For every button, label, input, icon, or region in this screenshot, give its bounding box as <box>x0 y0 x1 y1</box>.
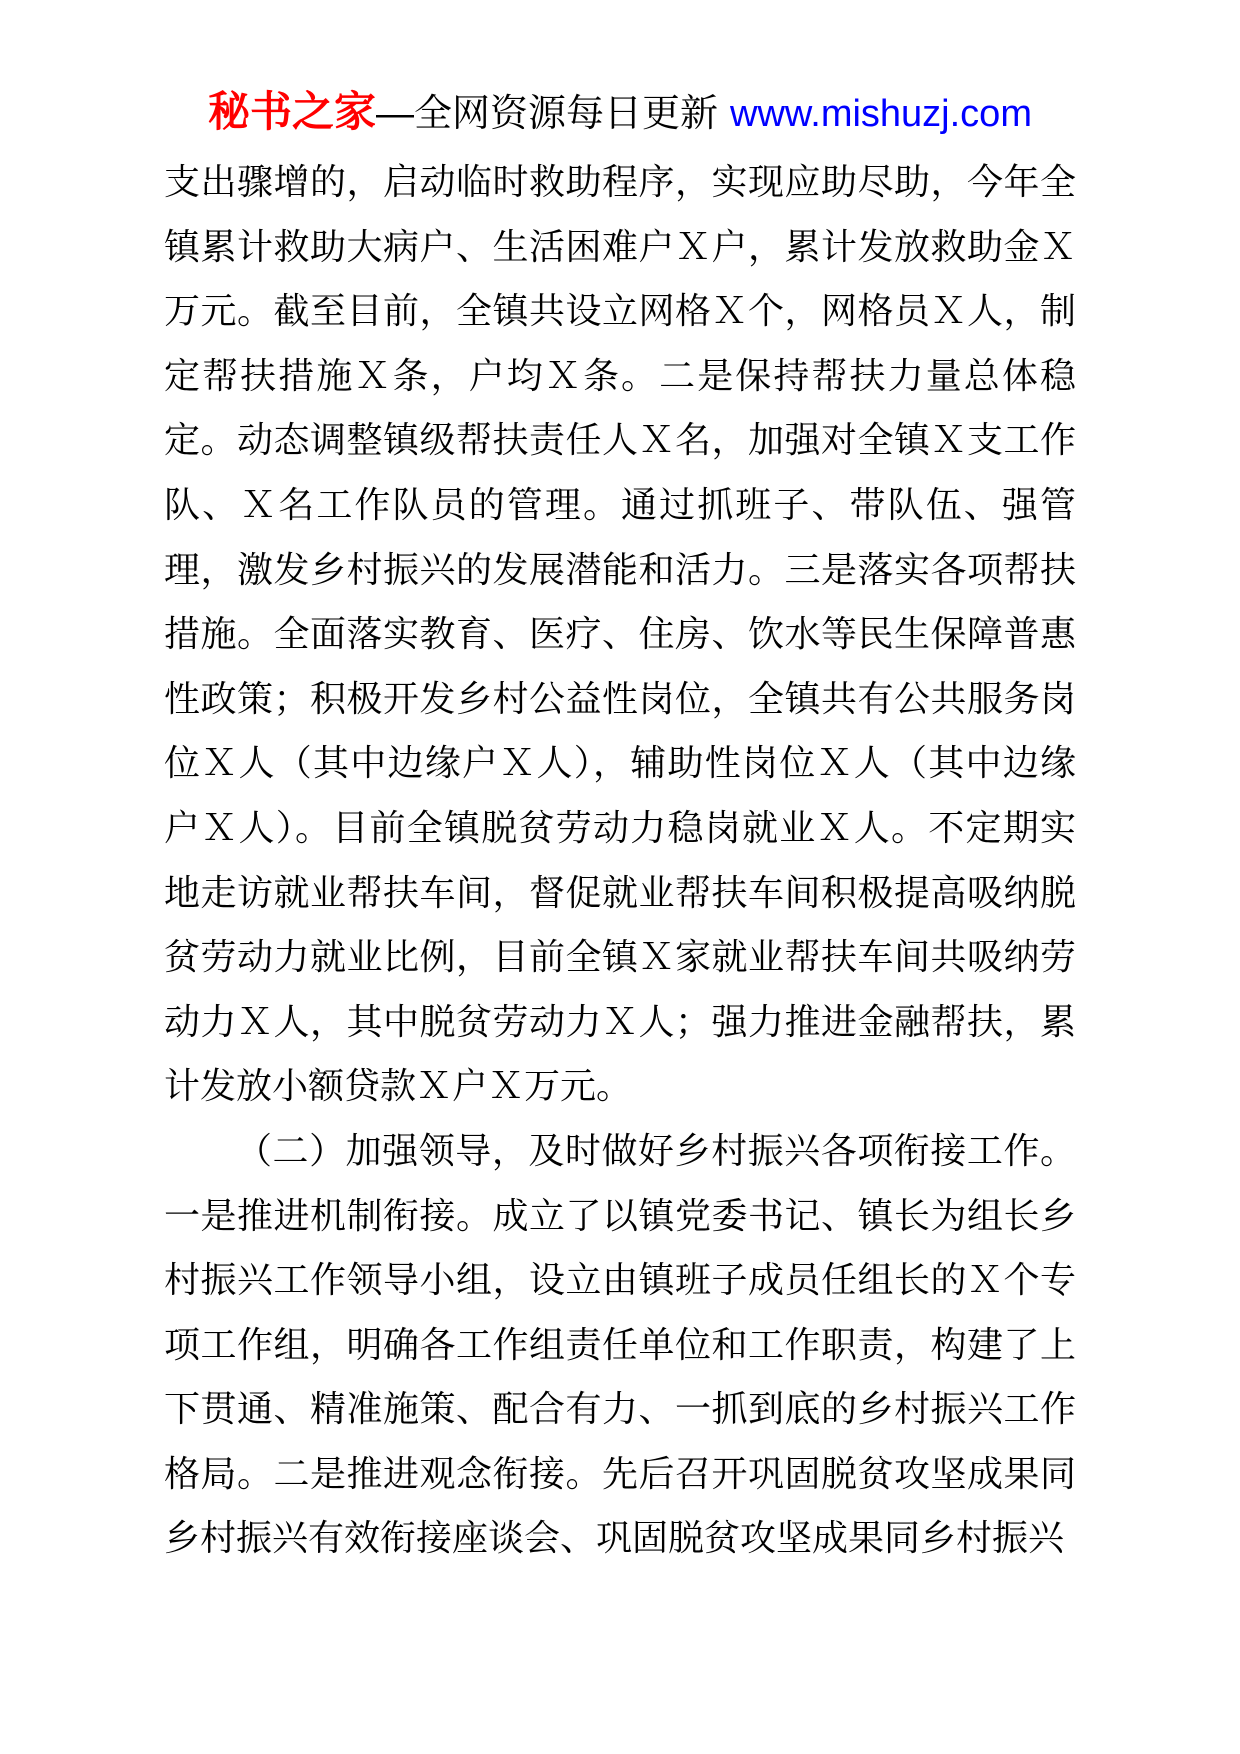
site-url[interactable]: www.mishuzj.com <box>730 93 1032 135</box>
header-separator: — <box>376 93 415 135</box>
document-body <box>164 150 1076 1571</box>
body-paragraph-1: 支出骤增的，启动临时救助程序，实现应助尽助，今年全镇累计救助大病户、生活困难户Ｘ户，累计发放救助金Ｘ万元。截至目前，全镇共设立网格Ｘ个，网格员Ｘ人，制定帮扶措施Ｘ条，户均Ｘ条。二是保持帮扶力量总体稳定。动态调整镇级帮扶责任人Ｘ名，加强对全镇Ｘ支工作队、Ｘ名工作队员的管理。通过抓班子、带队伍、强管理，激发乡村振兴的发展潜能和活力。三是落实各项帮扶措施。全面落实教育、医疗、住房、饮水等民生保障普惠性政策；积极开发乡村公益性岗位，全镇共有公共服务岗位Ｘ人（其中边缘户Ｘ人），辅助性岗位Ｘ人（其中边缘户Ｘ人）。目前全镇脱贫劳动力稳岗就业Ｘ人。不定期实地走访就业帮扶车间，督促就业帮扶车间积极提高吸纳脱贫劳动力就业比例，目前全镇Ｘ家就业帮扶车间共吸纳劳动力Ｘ人，其中脱贫劳动力Ｘ人；强力推进金融帮扶，累计发放小额贷款Ｘ户Ｘ万元。 <box>164 161 1076 1107</box>
site-name: 秘书之家 <box>208 88 377 135</box>
body-paragraph-2: （二）加强领导，及时做好乡村振兴各项衔接工作。一是推进机制衔接。成立了以镇党委书记、镇长为组长乡村振兴工作领导小组，设立由镇班子成员任组长的Ｘ个专项工作组，明确各工作组责任单位和工作职责，构建了上下贯通、精准施策、配合有力、一抓到底的乡村振兴工作格局。二是推进观念衔接。先后召开巩固脱贫攻坚成果同乡村振兴有效衔接座谈会、巩固脱贫攻坚成果同乡村振兴 <box>164 1129 1076 1559</box>
header-tagline: 全网资源每日更新 <box>414 93 719 135</box>
page-header <box>0 86 1240 140</box>
